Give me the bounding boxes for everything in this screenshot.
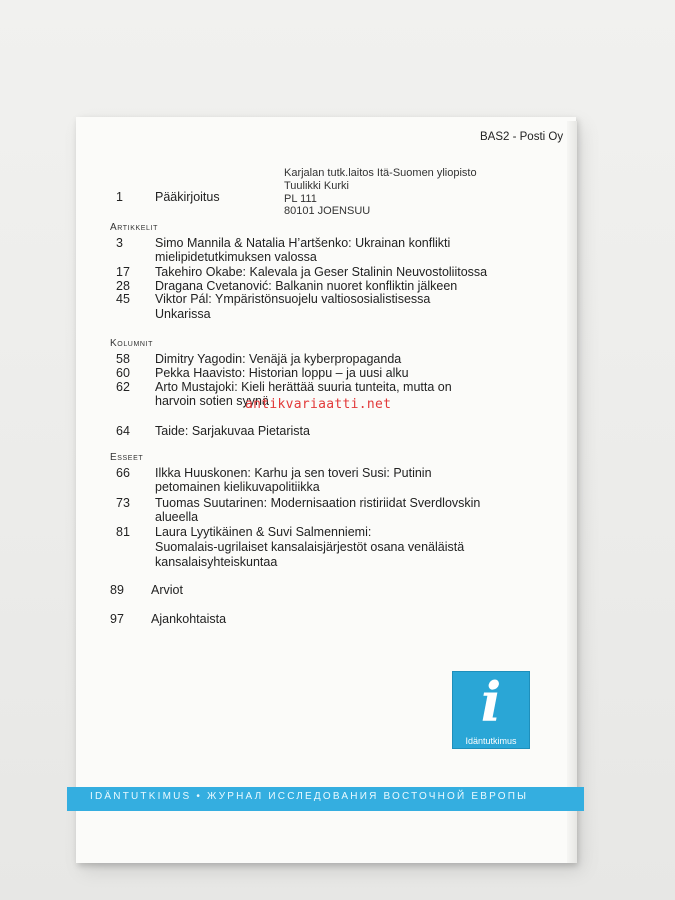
- toc-page-number: 3: [116, 236, 123, 250]
- toc-entry-line: Ilkka Huuskonen: Karhu ja sen toveri Susi: Putinin: [155, 466, 432, 480]
- toc-page-number: 58: [116, 352, 130, 366]
- toc-page-number: 45: [116, 292, 130, 306]
- toc-entry-title: Ajankohtaista: [151, 612, 227, 626]
- page-edge: [567, 121, 577, 863]
- toc-entry-line: mielipidetutkimuksen valossa: [155, 250, 317, 264]
- toc-entry-line: harvoin sotien syynä: [155, 394, 269, 408]
- section-heading-esseet: Esseet: [110, 452, 144, 463]
- toc-entry-title: Arviot: [151, 583, 183, 597]
- watermark-text: antikvariaatti.net: [245, 397, 392, 412]
- toc-entry-line: petomainen kielikuvapolitiikka: [155, 480, 320, 494]
- toc-page-number: 17: [116, 265, 130, 279]
- info-i-icon: i: [480, 670, 502, 734]
- toc-entry-title: Taide: Sarjakuvaa Pietarista: [155, 424, 310, 438]
- toc-entry-line: Laura Lyytikäinen & Suvi Salmenniemi:: [155, 525, 372, 539]
- address-line-1: Karjalan tutk.laitos Itä-Suomen yliopisto: [284, 167, 477, 179]
- toc-entry-line: Tuomas Suutarinen: Modernisaation ristiriidat Sverdlovskin: [155, 496, 481, 510]
- toc-entry-line: Suomalais-ugrilaiset kansalaisjärjestöt osana venäläistä: [155, 540, 465, 554]
- toc-entry-line: Dragana Cvetanović: Balkanin nuoret konfliktin jälkeen: [155, 279, 458, 293]
- toc-entry-line: Viktor Pál: Ympäristönsuojelu valtiososialistisessa: [155, 292, 431, 306]
- toc-page-number: 89: [110, 583, 124, 597]
- toc-entry-line: Unkarissa: [155, 307, 211, 321]
- toc-page-number: 66: [116, 466, 130, 480]
- toc-page-number: 60: [116, 366, 130, 380]
- toc-entry-line: alueella: [155, 510, 199, 524]
- toc-page-number: 81: [116, 525, 130, 539]
- section-heading-kolumnit: Kolumnit: [110, 338, 153, 349]
- idantutkimus-logo: [452, 671, 530, 749]
- postmark-text: BAS2 - Posti Oy: [480, 131, 564, 143]
- toc-entry-title: Pääkirjoitus: [155, 190, 220, 204]
- toc-entry-line: Simo Mannila & Natalia H’artšenko: Ukrainan konflikti: [155, 236, 451, 250]
- address-line-3: PL 111: [284, 193, 317, 205]
- toc-page-number: 1: [116, 190, 123, 204]
- logo-label: Idäntutkimus: [465, 736, 517, 746]
- toc-entry-line: Arto Mustajoki: Kieli herättää suuria tunteita, mutta on: [155, 380, 452, 394]
- toc-page-number: 73: [116, 496, 130, 510]
- toc-entry-line: Takehiro Okabe: Kalevala ja Geser Stalinin Neuvostoliitossa: [155, 265, 488, 279]
- toc-page-number: 62: [116, 380, 130, 394]
- toc-entry-line: kansalaisyhteiskuntaa: [155, 555, 278, 569]
- toc-entry-line: Dimitry Yagodin: Venäjä ja kyberpropaganda: [155, 352, 402, 366]
- toc-page-number: 97: [110, 612, 124, 626]
- section-heading-artikkelit: Artikkelit: [110, 222, 158, 233]
- toc-entry-line: Pekka Haavisto: Historian loppu – ja uusi alku: [155, 366, 409, 380]
- address-line-4: 80101 JOENSUU: [284, 205, 371, 217]
- toc-page-number: 64: [116, 424, 130, 438]
- address-line-2: Tuulikki Kurki: [284, 180, 349, 192]
- journal-band-text: IDÄNTUTKIMUS • ЖУРНАЛ ИССЛЕДОВАНИЯ ВОСТОЧНОЙ ЕВРОПЫ: [90, 791, 529, 802]
- toc-page-number: 28: [116, 279, 130, 293]
